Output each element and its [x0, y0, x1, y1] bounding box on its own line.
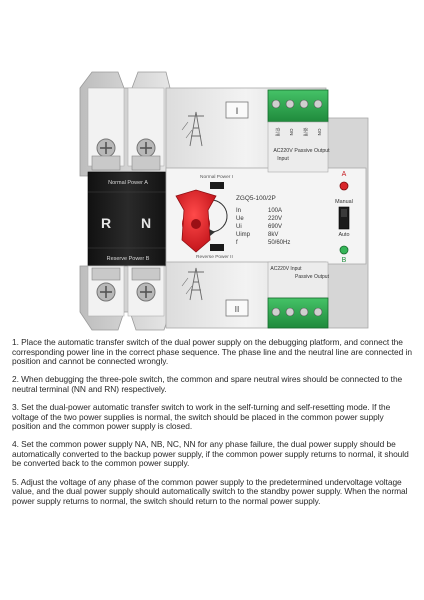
manual-label: Manual [335, 199, 353, 205]
passive-output-label: Passive Output [295, 274, 329, 280]
normal-power-a-label: Normal Power A [108, 180, 148, 186]
spec-value: 690V [268, 224, 283, 230]
ac220v-input-label: Input [277, 156, 289, 162]
instruction-step: 3. Set the dual-power automatic transfer switch to work in the self-turning and self-resetting mode. If the voltage of the two power supplies is normal, the switch should be placed in the common power supply position and the common power supply is closed. [12, 401, 391, 432]
indicator-b-label: B [341, 257, 347, 264]
spec-value: 220V [268, 216, 283, 222]
spec-value: 50/60Hz [268, 240, 291, 246]
reserve-power-b-label: Reserve Power B [106, 256, 150, 262]
normal-power-i-label: Normal Power I [200, 175, 234, 180]
spec-key: f [236, 240, 238, 246]
indicator-b-lamp-icon [340, 246, 348, 254]
spec-key: Ue [236, 216, 244, 222]
passive-output-label: Passive Output [294, 148, 330, 154]
terminal-col-label: ON [289, 128, 294, 136]
ac220v-input-label: AC220V [273, 148, 293, 154]
terminal-col-label: 备用 [303, 127, 308, 137]
instruction-step: 2. When debugging the three-pole switch, the common and spare neutral wires should be connected to the neutral terminal (NN and RN) respectively. [12, 374, 403, 394]
switch-body [166, 88, 368, 328]
spec-key: In [236, 208, 242, 214]
indicator-a-lamp-icon [340, 182, 348, 190]
indicator-a-label: A [341, 171, 347, 178]
spec-key: Ui [236, 224, 242, 230]
spec-value: 8kV [268, 232, 279, 238]
window-i-label: I [235, 106, 239, 116]
instruction-step: 5. Adjust the voltage of any phase of the common power supply to the predetermined undervoltage voltage value, and the dual power supply should automatically switch to the standby power supply. When the normal power supply returns to normal, the switch should return to the normal power supply. [12, 476, 408, 506]
terminal-col-label: 常用 [275, 127, 280, 137]
instruction-step: 4. Set the common power supply NA, NB, NC, NN for any phase failure, the dual power supply should be automatically converted to the backup power supply, if the common power supply returns to normal, it should be converted back to the common power supply. [12, 439, 409, 469]
terminal-n-label: N [140, 215, 152, 231]
auto-label: Auto [338, 232, 350, 238]
instruction-step: 1. Place the automatic transfer switch of the dual power supply on the debugging platform, and connect the corresponding power line in the correct phase sequence. The phase line and the neutral line are connected in position and cannot be connected wrongly. [12, 337, 412, 367]
terminal-r-label: R [100, 215, 112, 231]
bottom-terminal-block [268, 262, 330, 328]
spec-value: 100A [268, 208, 283, 214]
top-terminal-block [268, 90, 330, 172]
terminal-col-label: ON [317, 128, 322, 136]
window-ii-label: II [234, 305, 240, 314]
spec-key: Uimp [236, 232, 251, 238]
breaker-module [80, 72, 170, 330]
reverse-power-ii-label: Reverse Power II [196, 255, 233, 260]
ac220v-input-label: AC220V Input [270, 266, 302, 272]
model-label: ZGQ5-100/2P [236, 195, 276, 202]
instructions-list [12, 338, 414, 515]
